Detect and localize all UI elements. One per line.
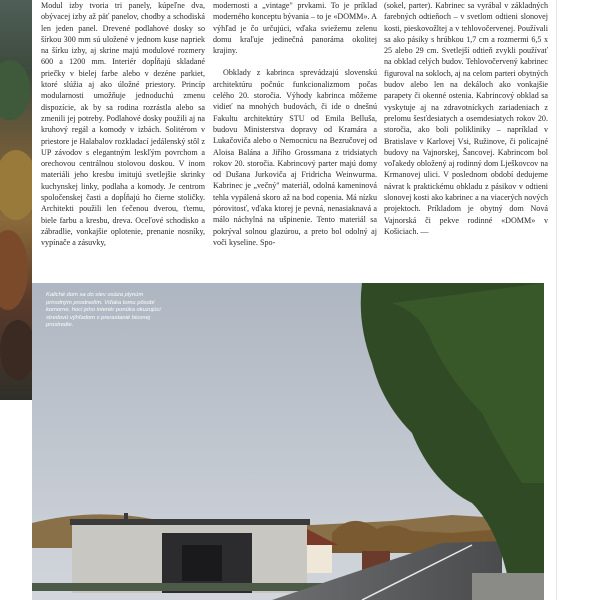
column-2-paragraph-1: modernosti a „vintage" prvkami. To je príklad moderného konceptu bývania – to je «DOMM». A výhľad je čo určujúci, vďaka sviežemu zelenu domu kraľuje jedinečná panoráma okolitej krajiny. xyxy=(213,1,377,56)
tree-foliage xyxy=(0,60,30,120)
column-3-paragraph: (sokel, parter). Kabrinec sa vyrábal v základných farebných odtieňoch – v svetlom odtieni slonovej kosti, pieskovožltej a v tehlovočervenej. Používali sa ako pásiky s hrúbkou 1,7 cm a rozmermi 6,5 x 25 alebo 29 cm. Svetlejší odtieň zvykli používať na obklad celých budov. Tehlovočervený kabrinec figuroval na sokloch, aj na celom parteri obytných budov alebo len na dekáloch ako vonkajšie parapety či okenné ostenia. Kabrincový obklad sa vyskytuje aj na zdravotníckych zariadeniach z prelomu šesťdesiatych a osemdesiatych rokov 20. storočia, ako boli polikliniky – napríklad v Bratislave v Karlovej Vsi, Ružinove, či policajné budovy na Vajnorskej, Šancovej. Kabrincom bol voľakedy obložený aj rodinný dom Lješkovcov na Krmanovej ulici. V poslednom období dedujeme návrat k praktickému obkladu z pásikov v odtieni slonovej kosti ako kabrinec a na viacerých nových projektoch. Príkladom je obytný dom Nová Vajnorská či pekve rodinné «DOMM» v Košiciach. — xyxy=(384,1,548,236)
tree-foliage xyxy=(0,320,32,380)
sidewalk-curb xyxy=(472,573,544,600)
house-window xyxy=(182,545,222,581)
chimney xyxy=(124,513,128,523)
photo-caption: Kaliché dom sa do stev osáza plynúm prirodným prostredím. Vďaka tomu pôsobí komorne, hoci jeho interiér ponúka okuzujúci stredovú výhľadom v prerastanié biosnej prostredie. xyxy=(46,292,161,329)
house-photo xyxy=(32,283,544,600)
column-1-paragraph: Modul izby tvoria tri panely, kúpeľne dva, obývacej izby až päť panelov, chodby a schodiská len jeden panel. Drevené podlahové dosky so šírkou 300 mm sú uložené v jednom kuse napriek na šírku izby, aj skrine majú modulové rozmery 600 a 1200 mm. Interiér dopĺňajú skladané priečky v bielej farbe alebo v dezéne parkiet, ktoré slúžia aj ako úložné priestory. Princíp modularnosti umožňuje jednoduchú zmenu dispozície, ak by sa rodina rozrástla alebo sa zmenili jej potreby. Podlahové dosky použili aj na kruhový regál a komody v izbách. Solitérom v priestore je Halabalov rozkladací jedálenský stôl z UP závodov s elegantným leskľým povrchom a orechovou centrálnou stolovou doskou. V inom materiáli jeho kresbu imitujú svetlejšie skrinky kuchynskej linky, podlaha a komody. Je centrom spoločenskej časti a dopĺňajú ho čierne stoličky. Architekti použili len ťečenou dverou, ťtemu, biele farbu a kresbu, dreva. Oceľové schodisko a zábradlie, vonkajšie oplotenie, prenanie nosníky, vypínače a zásuvky, xyxy=(41,1,205,248)
adjacent-page-photo-strip xyxy=(0,0,32,400)
text-column-2 xyxy=(213,0,377,276)
text-column-3 xyxy=(384,0,548,276)
front-fence xyxy=(32,583,332,591)
page-edge xyxy=(556,0,600,600)
tree-foliage xyxy=(0,150,32,220)
house-roof-line xyxy=(70,519,310,525)
text-column-1 xyxy=(41,0,205,276)
tree-foliage xyxy=(0,230,28,310)
house-photo-drawing xyxy=(32,283,544,600)
column-2-paragraph-2: Obklady z kabrinca sprevádzajú slovenskú architektúru počnúc funkcionalizmom počas celého 20. storočia. Výhody kabrinca môžeme vidieť na mnohých budovách, či ide o dnešnú Fakultu architektúry STU od Emila Belluša, budovu Ministerstva dopravy od Kramára a Lukačoviča alebo o Nemocnicu na Bezručovej od Aloisa Balána a Jiřího Grossmana z tridsiatych rokov 20. storočia. Kabrincový parter majú domy od Dušana Jurkoviča aj Fridricha Weinwurma. Kabrinec je „večný" materiál, odolná kameninová tehla vypálená skoro až na bod copenia. Má nízku pórovitosť, vďaka ktorej je pevná, nenasiaknavá a málo náchylná na ušpinenie. Tento materiál sa pokrýval solnou glazúrou, a preto bol odolný aj voči kyseline. Spo- xyxy=(213,68,377,247)
